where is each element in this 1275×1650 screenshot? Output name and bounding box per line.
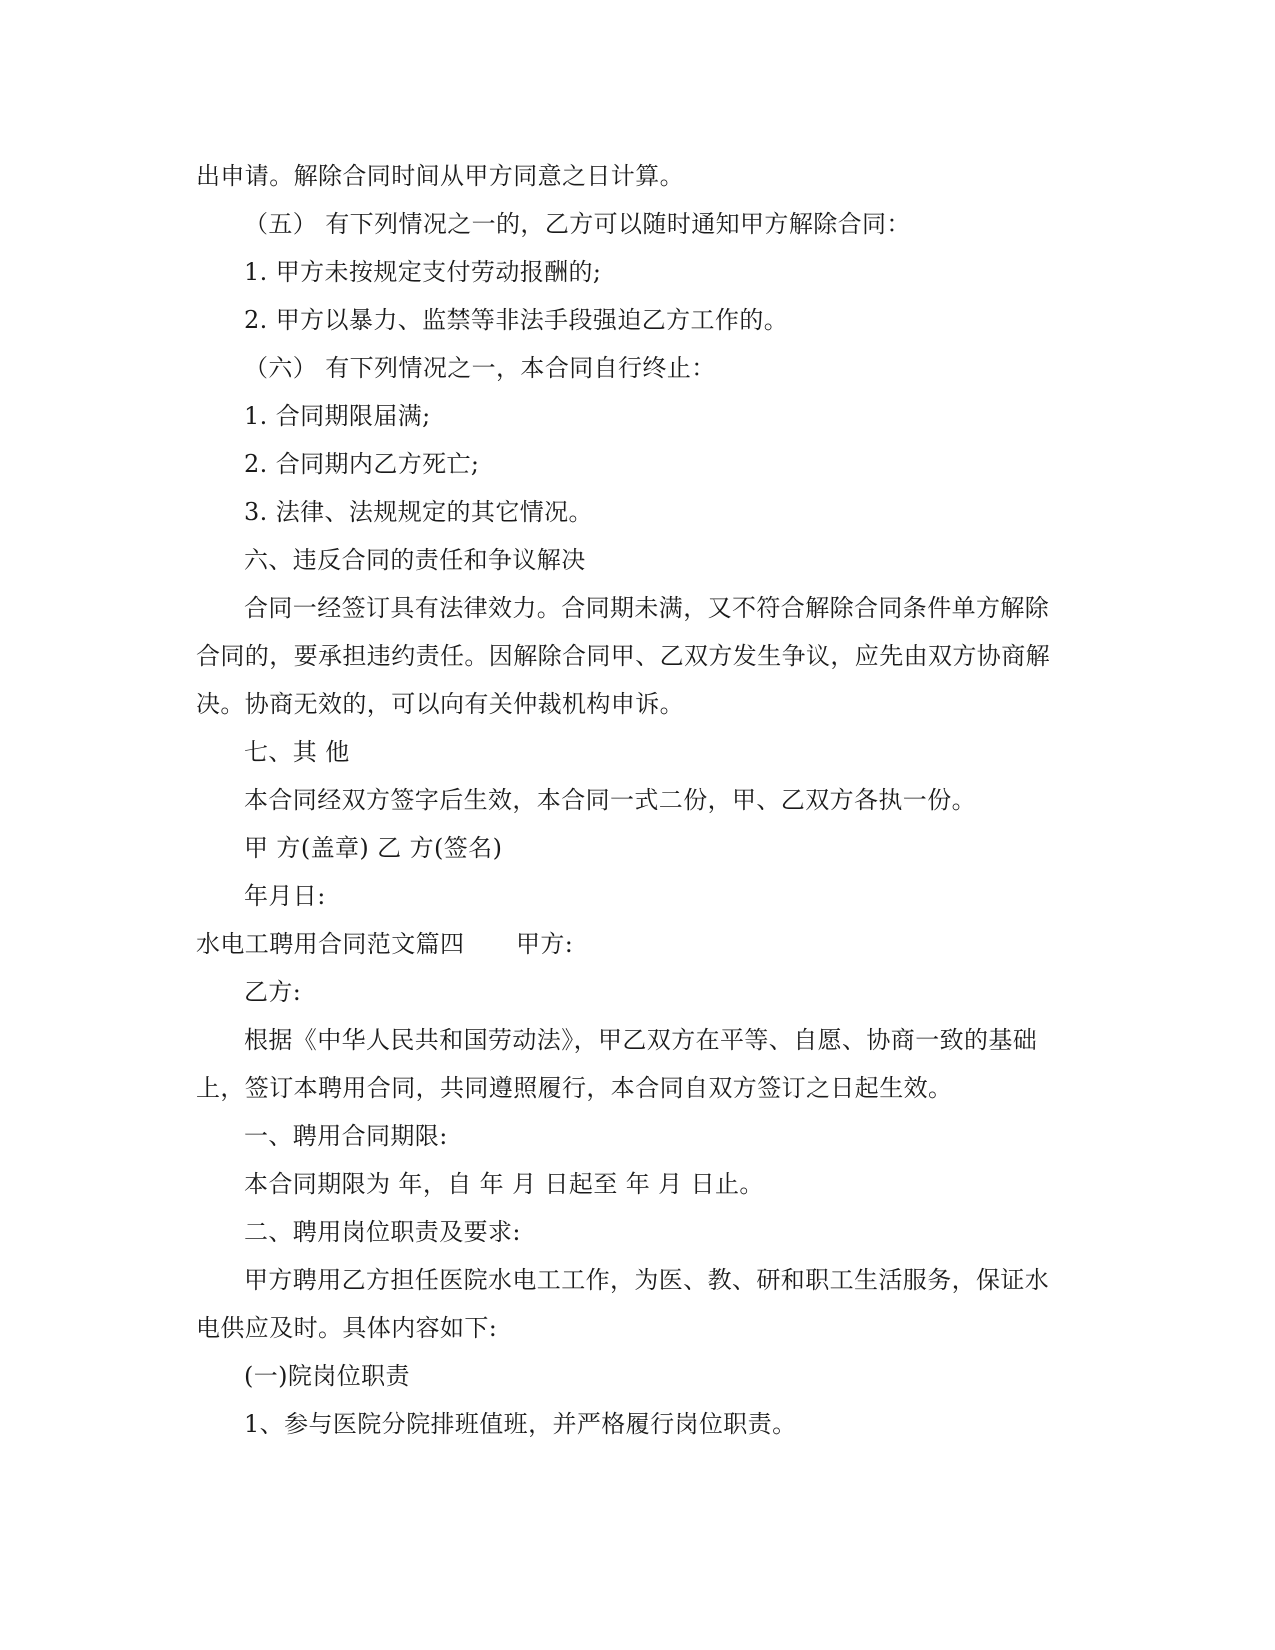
- section-heading: 七、其 他: [244, 738, 350, 766]
- text-line: 本合同经双方签字后生效，本合同一式二份，甲、乙双方各执一份。: [244, 786, 976, 814]
- text-line: 决。协商无效的，可以向有关仲裁机构申诉。: [196, 690, 684, 718]
- contract-heading: [196, 920, 1076, 968]
- text-line: （五） 有下列情况之一的，乙方可以随时通知甲方解除合同：: [244, 210, 911, 238]
- text-line: 3. 法律、法规规定的其它情况。: [244, 498, 593, 526]
- document-body: [196, 152, 1076, 1448]
- text-line: 电供应及时。具体内容如下:: [196, 1314, 498, 1342]
- subsection-heading: (一)院岗位职责: [244, 1362, 410, 1390]
- text-line: 1、参与医院分院排班值班，并严格履行岗位职责。: [244, 1410, 797, 1438]
- text-line: 甲方聘用乙方担任医院水电工工作，为医、教、研和职工生活服务，保证水: [244, 1266, 1050, 1294]
- date-line: 年月日:: [244, 882, 326, 910]
- section-heading: 六、违反合同的责任和争议解决: [244, 546, 586, 574]
- text-line: 上，签订本聘用合同，共同遵照履行，本合同自双方签订之日起生效。: [196, 1074, 953, 1102]
- text-line: 2. 合同期内乙方死亡;: [244, 450, 480, 478]
- text-line: 1. 合同期限届满;: [244, 402, 431, 430]
- party-a-label: 甲方:: [516, 930, 574, 958]
- contract-title: 水电工聘用合同范文篇四: [196, 930, 465, 958]
- section-heading: 一、聘用合同期限:: [244, 1122, 448, 1150]
- text-line: 出申请。解除合同时间从甲方同意之日计算。: [196, 162, 684, 190]
- text-line: 本合同期限为 年，自 年 月 日起至 年 月 日止。: [244, 1170, 764, 1198]
- text-line: 根据《中华人民共和国劳动法》，甲乙双方在平等、自愿、协商一致的基础: [244, 1026, 1038, 1054]
- text-line: 合同的，要承担违约责任。因解除合同甲、乙双方发生争议，应先由双方协商解: [196, 642, 1050, 670]
- section-heading: 二、聘用岗位职责及要求:: [244, 1218, 521, 1246]
- party-b-label: 乙方:: [244, 978, 302, 1006]
- signature-line: 甲 方(盖章) 乙 方(签名): [244, 834, 503, 862]
- text-line: （六） 有下列情况之一，本合同自行终止：: [244, 354, 716, 382]
- text-line: 2. 甲方以暴力、监禁等非法手段强迫乙方工作的。: [244, 306, 789, 334]
- text-line: 1. 甲方未按规定支付劳动报酬的;: [244, 258, 602, 286]
- text-line: 合同一经签订具有法律效力。合同期未满，又不符合解除合同条件单方解除: [244, 594, 1050, 622]
